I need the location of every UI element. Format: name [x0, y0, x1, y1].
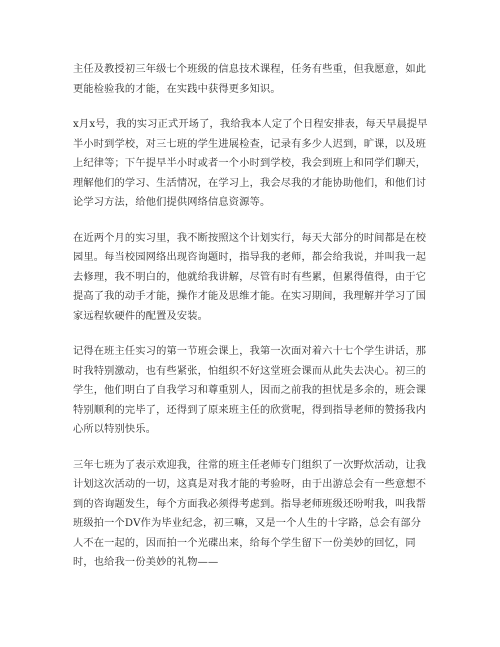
paragraph-2: x月x号，我的实习正式开场了，我给我本人定了个日程安排表，每天早晨提早半小时到学校，对三七班的学生进展检查，记录有多少人迟到，旷课，以及班上纪律等；下午提早半小时或者一个小时到学校，我会到班上和同学们聊天，理解他们的学习、生活情况，在学习上，我会尽我的才能协助他们，和他们讨论学习方法，给他们提供网络信息资源等。: [73, 119, 428, 208]
paragraph-5: 三年七班为了表示欢迎我，往常的班主任老师专门组织了一次野炊活动，让我计划这次活动的一切，这真是对我才能的考验呀，由于出游总会有一些意想不到的咨询题发生，每个方面我必须得考虑到。指导老师班级还吩咐我，叫我帮班级拍一个DV作为毕业纪念，初三嘛，又是一个人生的十字路，总会有部分人不在一起的，因而拍一个光碟出来，给每个学生留下一份美妙的回忆，同时，也给我一份美妙的礼物——: [73, 459, 427, 568]
document-body: [73, 60, 431, 573]
paragraph-4: 记得在班主任实习的第一节班会课上，我第一次面对着六十七个学生讲话，那时我特别激动，也有些紧张，怕组织不好这堂班会课而从此失去决心。初三的学生，他们明白了自我学习和尊重别人，因而之前我的担忧是多余的，班会课特别顺利的完毕了，还得到了原来班主任的欣赏呢，得到指导老师的赞扬我内心所以特别快乐。: [73, 346, 427, 435]
paragraph-1: 主任及教授初三年级七个班级的信息技术课程，任务有些重，但我愿意，如此更能检验我的才能，在实践中获得更多知识。: [73, 64, 427, 95]
paragraph-3: 在近两个月的实习里，我不断按照这个计划实行，每天大部分的时间都是在校园里。每当校园网络出现咨询题时，指导我的老师，都会给我说，并叫我一起去修理，我不明白的，他就给我讲解，尽管有时有些累，但累得值得，由于它提高了我的动手才能，操作才能及思维才能。在实习期间，我理解并学习了国家远程软硬件的配置及安装。: [73, 232, 427, 322]
